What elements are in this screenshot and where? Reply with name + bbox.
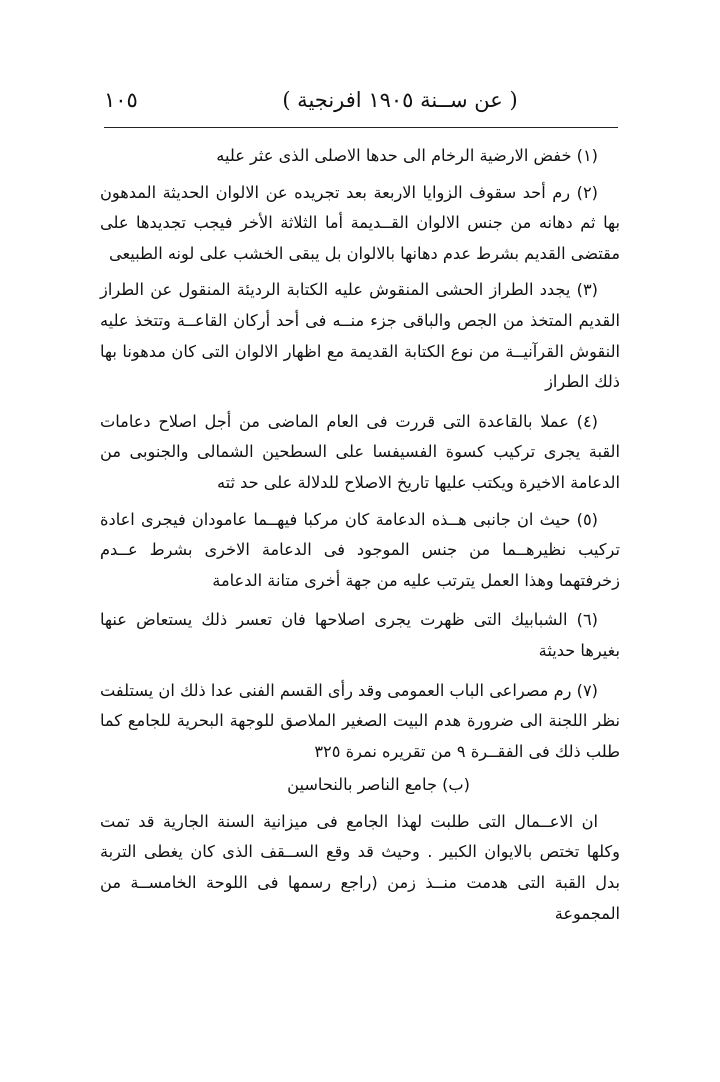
section-heading: (ب) جامع الناصر بالنحاسين (287, 775, 470, 795)
page-header (104, 84, 616, 124)
section-paragraph: ان الاعــمال التى طلبت لهذا الجامع فى ميزانية السنة الجارية قد تمت وكلها تختص بالايوان الكبير . وحيث قد وقع الســقف الذى كان يغطى التربة بدل القبة التى هدمت منــذ زمن (راجع رسمها فى اللوحة الخامســة من المجموعة (100, 811, 620, 923)
list-item-7: (٧) رم مصراعى الباب العمومى وقد رأى القسم الفنى عدا ذلك ان يستلفت نظر اللجنة الى ضرورة هدم البيت الصغير الملاصق للوجهة البحرية للجامع كما طلب ذلك فى الفقــرة ٩ من تقريره نمرة ٣٢٥ (100, 680, 620, 761)
list-item-5: (٥) حيث ان جانبى هــذه الدعامة كان مركبا فيهــما عامودان فيجرى اعادة تركيب نظيرهــما من جنس الموجود فى الدعامة الاخرى بشرط عــدم زخرفتهما وهذا العمل يترتب عليه من جهة أخرى متانة الدعامة (100, 509, 620, 590)
list-item-4: (٤) عملا بالقاعدة التى قررت فى العام الماضى من أجل اصلاح دعامات القبة يجرى تركيب كسوة الفسيفسا على السطحين الشمالى والجنوبى من الدعامة الاخيرة ويكتب عليها تاريخ الاصلاح للدلالة على حد ثته (100, 411, 620, 492)
list-item-2: (٢) رم أحد سقوف الزوايا الاربعة بعد تجريده عن الالوان الحديثة المدهون بها ثم دهانه من جنس الالوان القــديمة أما الثلاثة الأخر فيجب تجديدها على مقتضى القديم بشرط عدم دهانها بالالوان بل يبقى الخشب على لونه الطبيعى (100, 182, 620, 263)
running-title: ( عن ســنة ١٩٠٥ افرنجية ) (282, 88, 518, 112)
list-item-3: (٣) يجدد الطراز الحشى المنقوش عليه الكتابة الرديئة المنقول عن الطراز القديم المتخذ من الجص والباقى جزء منــه فى أحد أركان القاعــة وتتخذ عليه النقوش القرآنيــة من نوع الكتابة القديمة مع اظهار الالوان التى كان مدهونا بها ذلك الطراز (100, 280, 620, 392)
page-number: ١٠٥ (104, 88, 138, 112)
list-item-6: (٦) الشبابيك التى ظهرت يجرى اصلاحها فان تعسر ذلك يستعاض عنها بغيرها حديثة (100, 610, 620, 660)
list-item-1: (١) خفض الارضية الرخام الى حدها الاصلى الذى عثر عليه (216, 146, 598, 165)
header-rule (104, 127, 618, 128)
page-body (100, 141, 620, 929)
